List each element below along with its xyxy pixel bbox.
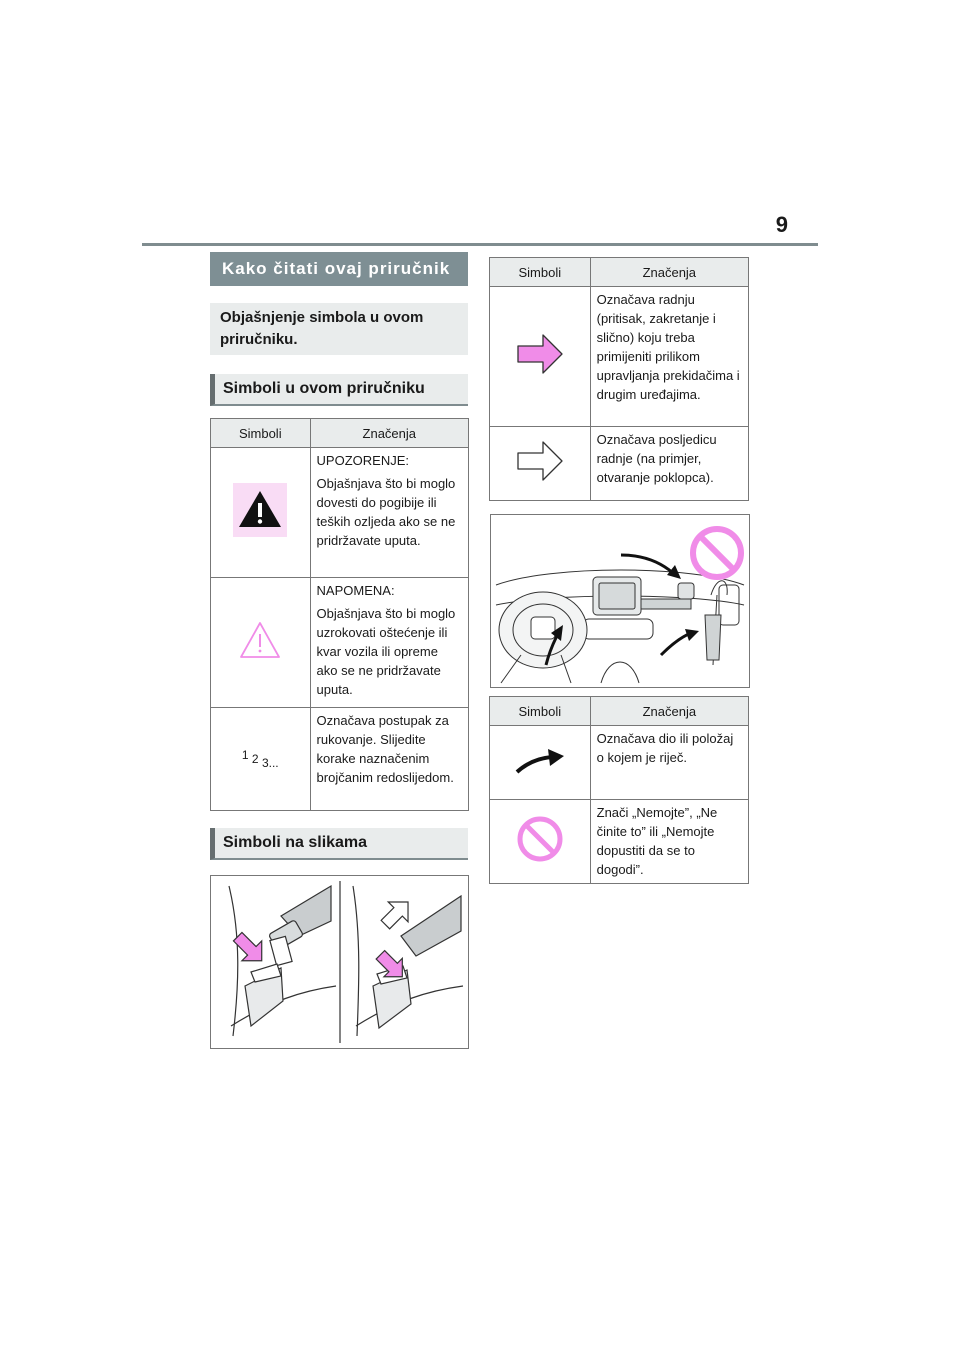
column-header-symbols: Simboli [211,419,311,448]
meaning-cell [590,800,748,884]
seatbelt-left-panel [228,886,336,1036]
symbol-cell [211,448,311,578]
prohibition-circle-icon [693,529,741,577]
page-number: 9 [775,212,788,237]
table-row [211,448,469,578]
column-header-meanings: Značenja [590,697,748,726]
warning-text: Objašnjava što bi moglo dovesti do pogibije ili teških ozljeda ako se ne pridržavate uputa. [316,476,456,548]
warning-triangle-filled-icon [233,483,287,537]
caution-title: NAPOMENA: [316,583,395,598]
meaning-cell [310,448,468,578]
meaning-cell [590,726,748,800]
caution-text: Objašnjava što bi moglo uzrokovati oštećenje ili kvar vozila ili opreme ako se ne pridržavate uputa. [316,606,456,697]
pointer-arrow-text: Označava dio ili položaj o kojem je riječ. [596,731,734,765]
pink-action-arrow-icon [228,927,272,971]
symbols-table [210,418,469,811]
dashboard-illustration [490,514,750,688]
table-header-row [211,419,469,448]
table-header-row [490,258,749,287]
symbol-cell [211,578,311,708]
warning-title: UPOZORENJE: [316,453,410,468]
steps-123-icon: 1 2 3... [241,747,279,770]
column-header-symbols: Simboli [490,697,591,726]
symbol-cell [490,800,591,884]
curved-pointer-arrow-icon [514,744,566,776]
illustration-symbols-table [489,257,749,501]
main-heading: Kako čitati ovaj priručnik [210,252,468,286]
column-header-symbols: Simboli [490,258,591,287]
table-row [211,578,469,708]
prohibition-text: Znači „Nemojte”, „Ne činite to” ili „Nemojte dopustiti da se to dogodi”. [596,805,718,877]
column-header-meanings: Značenja [310,419,468,448]
prohibition-circle-icon [515,814,565,864]
symbol-cell [490,427,591,501]
section-heading-symbols-in-illustrations: Simboli na slikama [210,828,468,860]
symbol-cell [211,708,311,811]
outline-result-arrow-icon [375,892,417,934]
seatbelt-illustration [210,875,469,1049]
pink-action-arrow-icon [515,332,565,376]
meaning-cell [310,578,468,708]
result-arrow-text: Označava posljedicu radnje (na primjer, otvaranje poklopca). [596,432,717,485]
table-row [490,800,749,884]
outline-result-arrow-icon [515,439,565,483]
intro-text: Objašnjenje simbola u ovom priručniku. [210,303,468,355]
illustration-symbols-table-2 [489,696,749,884]
action-arrow-text: Označava radnju (pritisak, zakretanje i slično) koju treba primijeniti prilikom upravljanja prekidačima i drugim uređajima. [596,292,740,402]
table-header-row [490,697,749,726]
table-row [490,726,749,800]
meaning-cell [590,427,748,501]
table-row [211,708,469,811]
caution-triangle-outline-icon [238,620,282,660]
table-row [490,287,749,427]
meaning-cell [590,287,748,427]
header-rule [142,243,818,246]
section-heading-symbols-in-manual: Simboli u ovom priručniku [210,374,468,406]
table-row [490,427,749,501]
meaning-cell [310,708,468,811]
symbol-cell [490,287,591,427]
column-header-meanings: Značenja [590,258,748,287]
seatbelt-right-panel [353,886,463,1036]
symbol-cell [490,726,591,800]
procedure-text: Označava postupak za rukovanje. Slijedite korake naznačenim brojčanim redoslijedom. [316,713,454,785]
